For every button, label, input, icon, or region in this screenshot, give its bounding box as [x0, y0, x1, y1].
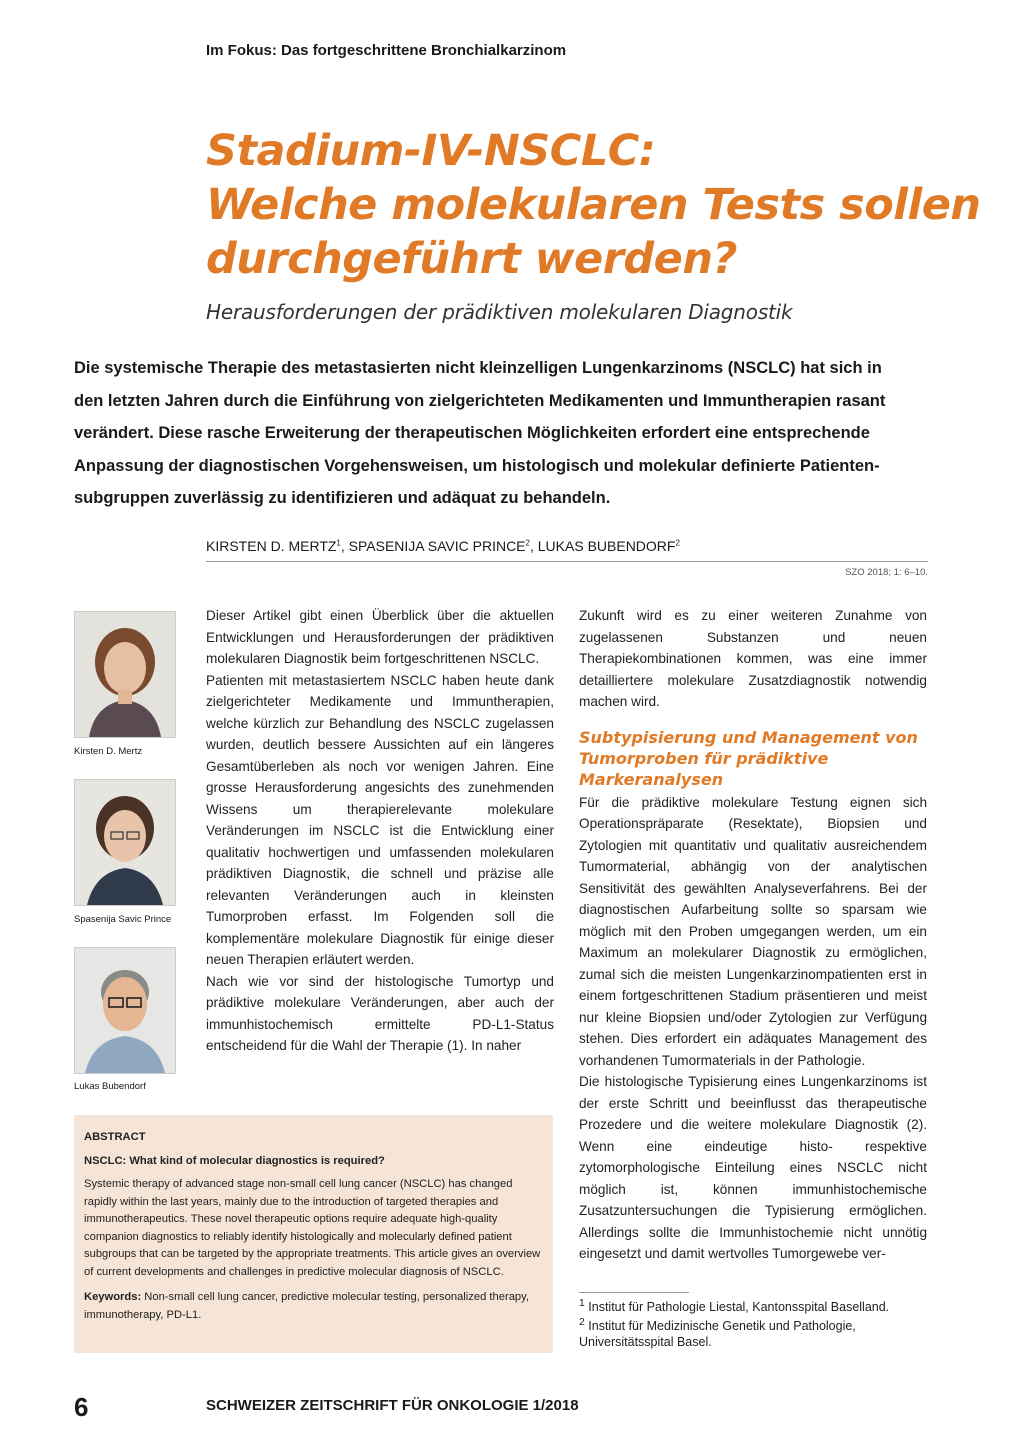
- journal-name: SCHWEIZER ZEITSCHRIFT FÜR ONKOLOGIE 1/2018: [206, 1397, 579, 1414]
- abstract-label: ABSTRACT: [84, 1131, 146, 1143]
- divider: [206, 561, 928, 562]
- title-line: Stadium-IV-NSCLC:: [206, 126, 656, 176]
- body-paragraph: Nach wie vor sind der histologische Tumortyp und prädiktive molekulare Veränderungen, aber auch der immunhistochemisch ermittelte PD-L1-Status entscheidend für die Wahl der Therapie (1). In naher: [206, 973, 554, 1053]
- body-column-right: [579, 605, 927, 1265]
- lead-line: den letzten Jahren durch die Einführung von zielgerichteten Medikamenten und Immuntherapien rasant: [74, 391, 886, 410]
- affiliation-mark: 2: [675, 538, 680, 548]
- page-number: 6: [74, 1392, 89, 1422]
- footnote: [579, 1296, 928, 1315]
- body-paragraph: Dieser Artikel gibt einen Überblick über die aktuellen Entwicklungen und Herausforderungen der prädiktiven molekularen Diagnostik beim fortgeschrittenen NSCLC.: [206, 608, 554, 666]
- footnote-mark: 1: [579, 1298, 585, 1309]
- lead-line: Anpassung der diagnostischen Vorgehensweisen, um histologisch und molekular definierte Patienten-: [74, 456, 880, 475]
- article-subtitle: Herausforderungen der prädiktiven molekularen Diagnostik: [206, 300, 793, 324]
- affiliation-mark: 1: [336, 538, 341, 548]
- author-photo: [74, 947, 176, 1074]
- footnote-mark: 2: [579, 1317, 585, 1329]
- keywords-label: Keywords:: [84, 1291, 142, 1303]
- author-list: [206, 538, 680, 554]
- lead-paragraph: [74, 352, 954, 515]
- body-paragraph: Zukunft wird es zu einer weiteren Zunahme von zugelassenen Substanzen und neuen Therapiekombinationen kommen, was eine immer detailliertere molekulare Zusatzdiagnostik notwendig machen wird.: [579, 608, 927, 709]
- photo-caption: Spasenija Savic Prince: [74, 914, 172, 925]
- body-paragraph: Patienten mit metastasiertem NSCLC haben heute dank zielgerichteter Medikamente und Immuntherapien, welche kürzlich zur Behandlung des NSCLC zugelassen wurden, deutlich bessere Aussichten auf ein längeres Gesamtüberleben als noch vor wenigen Jahren. Eine grosse Herausforderung angesichts des zunehmenden Wissens um therapierelevante molekulare Veränderungen im NSCLC ist die Entwicklung einer qualitativ hochwertigen und umfassenden molekularen prädiktiven Diagnostik, die schnell und präzise alle relevanten Veränderungen auch in kleinsten Tumorproben erfasst. Im Folgenden soll die komplementäre molekulare Diagnostik für einige dieser neuen Therapien erläutert werden.: [206, 672, 554, 967]
- title-line: durchgeführt werden?: [206, 234, 737, 284]
- portrait-illustration: [75, 948, 175, 1073]
- abstract-text: Systemic therapy of advanced stage non-small cell lung cancer (NSCLC) has changed rapidly within the last years, mainly due to the introduction of targeted therapies and immunotherapeutics. These novel therapeutic options require adequate high-quality companion diagnostics to reliably identify histologically and molecularly defined patient subgroups that can be targeted by the appropriate treatments. This article gives an overview of current developments and challenges in predictive molecular diagnosis of NSCLC.: [84, 1178, 541, 1278]
- footnote: [579, 1315, 928, 1350]
- footnote-text: Institut für Medizinische Genetik und Pathologie, Universitätsspital Basel.: [579, 1319, 856, 1350]
- keywords-text: Non-small cell lung cancer, predictive molecular testing, personalized therapy, immunotherapy, PD-L1.: [84, 1291, 530, 1321]
- body-column-left: [206, 605, 554, 1057]
- section-kicker: Im Fokus: Das fortgeschrittene Bronchialkarzinom: [206, 42, 567, 59]
- title-line: Welche molekularen Tests sollen: [206, 180, 981, 230]
- abstract-keywords: [84, 1289, 543, 1324]
- author-separator: ,: [340, 538, 349, 554]
- author-separator: ,: [529, 538, 538, 554]
- lead-line: verändert. Diese rasche Erweiterung der therapeutischen Möglichkeiten erfordert eine entsprechende: [74, 424, 870, 442]
- portrait-illustration: [75, 612, 175, 737]
- photo-caption: Lukas Bubendorf: [74, 1081, 146, 1092]
- author-photo: [74, 611, 176, 738]
- article-title: [206, 124, 986, 286]
- photo-caption: Kirsten D. Mertz: [74, 746, 143, 757]
- abstract-title: NSCLC: What kind of molecular diagnostics is required?: [84, 1154, 385, 1167]
- author-name: LUKAS BUBENDORF: [537, 538, 676, 554]
- author-name: KIRSTEN D. MERTZ: [206, 538, 337, 554]
- affiliation-mark: 2: [525, 538, 530, 548]
- lead-line: subgruppen zuverlässig zu identifizieren und adäquat zu behandeln.: [74, 489, 611, 507]
- footnote-divider: [579, 1292, 689, 1293]
- abstract-box: [74, 1115, 553, 1353]
- author-name: SPASENIJA SAVIC PRINCE: [348, 538, 526, 554]
- section-heading: Subtypisierung und Management von Tumorproben für prädiktive Markeranalysen: [579, 727, 918, 789]
- portrait-illustration: [75, 780, 175, 905]
- footnotes: [579, 1296, 928, 1350]
- lead-line: Die systemische Therapie des metastasierten nicht kleinzelligen Lungenkarzinoms (NSCLC) hat sich in: [74, 359, 882, 377]
- author-photo: [74, 779, 176, 906]
- footnote-text: Institut für Pathologie Liestal, Kantonsspital Baselland.: [584, 1300, 890, 1315]
- body-paragraph: Die histologische Typisierung eines Lungenkarzinoms ist der erste Schritt und beeinflusst das therapeutische Prozedere und die weitere molekulare Diagnostik (2). Wenn eine eindeutige histo- respektive zytomorphologische Einteilung eines NSCLC nicht möglich ist, können immunhistochemische Zusatzuntersuchungen die Typisierung ermöglichen. Allerdings sollte die Immunhistochemie nicht unnötig eingesetzt und damit wertvolles Tumorgewebe ver-: [579, 1074, 927, 1261]
- body-paragraph: Für die prädiktive molekulare Testung eignen sich Operationspräparate (Resektate), Biopsien und Zytologien mit quantitativ und qualitativ ausreichendem Tumormaterial, abhängig von der analytischen Sensitivität des gewählten Analyseverfahrens. Bei der diagnostischen Aufarbeitung sollte so sparsam wie möglich mit den Proben umgegangen werden, um ein Maximum an molekularer Diagnostik zu ermöglichen, zumal sich die meisten Lungenkarzinompatienten erst in einem fortgeschrittenen Stadium präsentieren und meist nur kleine Biopsien und/oder Zytologien zur Verfügung stehen. Dies erfordert ein adäquates Management des vorhandenen Tumormaterials in der Pathologie.: [579, 794, 927, 1068]
- citation: SZO 2018; 1: 6–10.: [845, 567, 928, 578]
